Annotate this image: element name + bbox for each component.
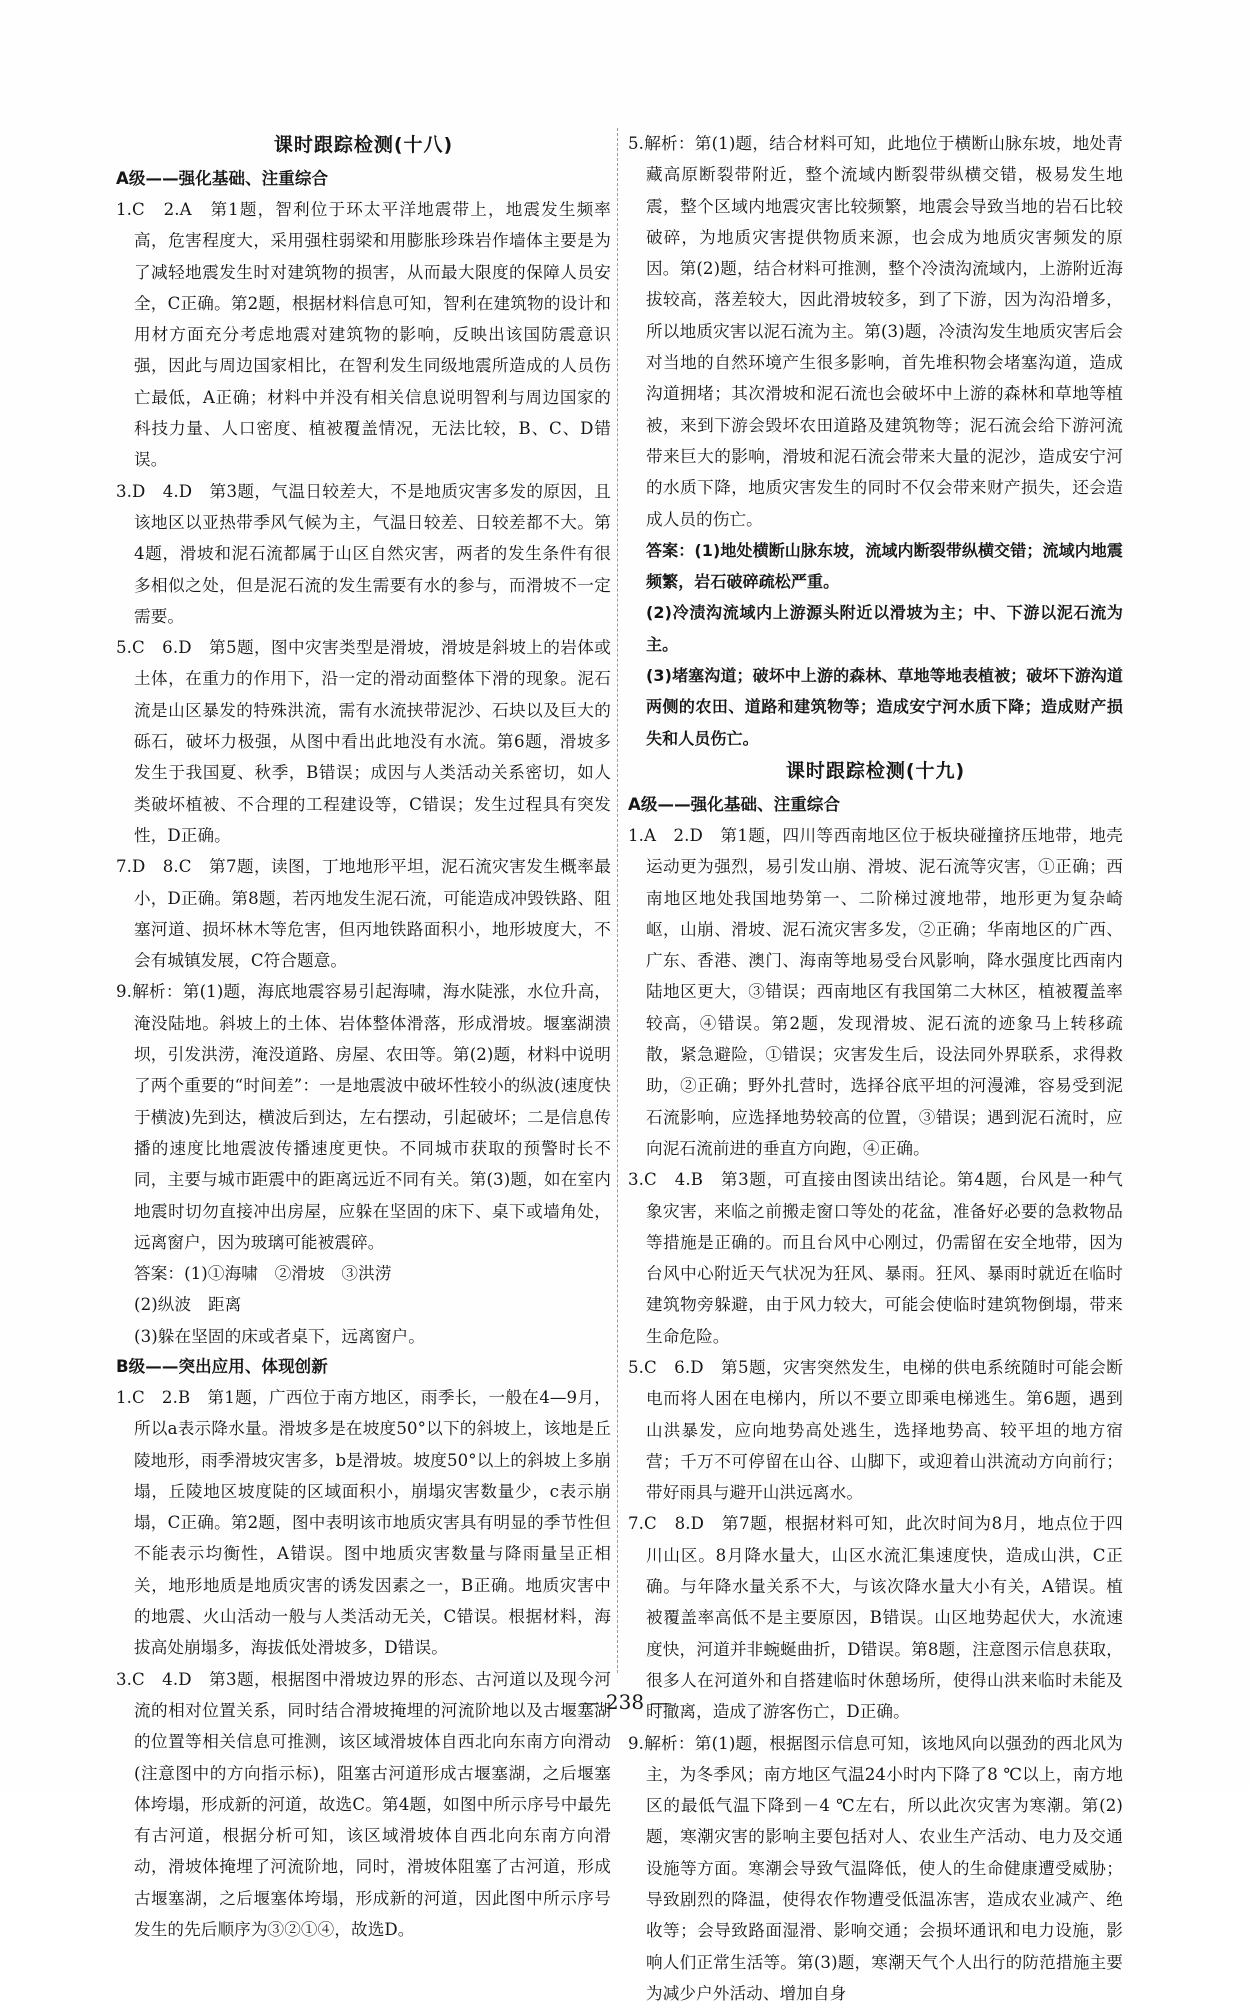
answer-b-item-1-2: 1.C 2.B 第1题，广西位于南方地区，雨季长，一般在4—9月，所以a表示降水量。滑坡多是在坡度50°以下的斜坡上，该地是丘陵地形，雨季滑坡灾害多，b是滑坡。坡度50°以上的斜坡上多崩塌，丘陵地区坡度陡的区域面积小，崩塌灾害数量少，c表示崩塌，C正确。第2题，图中表明该市地质灾害具有明显的季节性但不能表示均衡性，A错误。图中地质灾害数量与降雨量呈正相关，地形地质是地质灾害的诱发因素之一，B正确。地质灾害中的地震、火山活动一般与人类活动无关，C错误。根据材料，海拔高处崩塌多，海拔低处滑坡多，D错误。 [116, 1387, 611, 1658]
section-title-19: 课时跟踪检测(十九) [785, 759, 966, 782]
answer-item-5-analysis: 5.解析：第(1)题，结合材料可知，此地位于横断山脉东坡，地处青藏高原断裂带附近，整个流域内断裂带纵横交错，极易发生地震，整个区域内地震灾害比较频繁，地震会导致当地的岩石比较破碎，为地质灾害提供物质来源，也会成为地质灾害频发的原因。第(2)题，结合材料可推测，整个冷渍沟流域内，上游附近海拔较高，落差较大，因此滑坡较多，到了下游，因为沟沿增多，所以地质灾害以泥石流为主。第(3)题，冷渍沟发生地质灾害后会对当地的自然环境产生很多影响，首先堆积物会堵塞沟道，造成沟道拥堵；其次滑坡和泥石流也会破坏中上游的森林和草地等植被，来到下游会毁坏农田道路及建筑物等；泥石流会给下游河流带来巨大的影响，滑坡和泥石流会带来大量的泥沙，造成安宁河的水质下降，地质灾害发生的同时不仅会带来财产损失，还会造成人员的伤亡。 [628, 134, 1123, 529]
answer-b-item-3-4: 3.C 4.D 第3题，根据图中滑坡边界的形态、古河道以及现今河流的相对位置关系，同时结合滑坡掩埋的河流阶地以及古堰塞湖的位置等相关信息可推测，该区域滑坡体自西北向东南方向滑动(注意图中的方向指示标)，阻塞古河道形成古堰塞湖，之后堰塞体垮塌，形成新的河道，故选C。第4题，如图中所示序号中最先有古河道，根据分析可知，该区域滑坡体自西北向东南方向滑动，滑坡体掩埋了河流阶地，同时，滑坡体阻塞了古河道，形成古堰塞湖，之后堰塞体垮塌，形成新的河道，因此图中所示序号发生的先后顺序为③②①④，故选D。 [116, 1669, 611, 1940]
answer-item-3-4: 3.D 4.D 第3题，气温日较差大，不是地质灾害多发的原因，且该地区以亚热带季风气候为主，气温日较差、日较差都不大。第4题，滑坡和泥石流都属于山区自然灾害，两者的发生条件有很多相似之处，但是泥石流的发生需要有水的参与，而滑坡不一定需要。 [116, 481, 611, 626]
level-a-heading-19: A级——强化基础、注重综合 [628, 794, 841, 814]
column-divider [617, 128, 618, 1673]
level-b-heading: B级——突出应用、体现创新 [116, 1356, 328, 1376]
answer-19-item-1-2: 1.A 2.D 第1题，四川等西南地区位于板块碰撞挤压地带，地壳运动更为强烈，易引发山崩、滑坡、泥石流等灾害，①正确；西南地区地处我国地势第一、二阶梯过渡地带，地形更为复杂崎岖，山崩、滑坡、泥石流灾害多发，②正确；华南地区的广西、广东、香港、澳门、海南等地易受台风影响，降水强度比西南内陆地区更大，③错误；西南地区有我国第二大林区，植被覆盖率较高，④错误。第2题，发现滑坡、泥石流的迹象马上转移疏散，紧急避险，①错误；灾害发生后，设法同外界联系，求得救助，②正确；野外扎营时，选择谷底平坦的河漫滩，容易受到泥石流影响，应选择地势较高的位置，③错误；遇到泥石流时，应向泥石流前进的垂直方向跑，④正确。 [628, 825, 1123, 1158]
answer-item-5-6: 5.C 6.D 第5题，图中灾害类型是滑坡，滑坡是斜坡上的岩体或土体，在重力的作用下，沿一定的滑动面整体下滑的现象。泥石流是山区暴发的特殊洪流，需有水流挟带泥沙、石块以及巨大的砾石，破坏力极强，从图中看出此地没有水流。第6题，滑坡多发生于我国夏、秋季，B错误；成因与人类活动关系密切，如人类破坏植被、不合理的工程建设等，C错误；发生过程具有突发性，D正确。 [116, 638, 611, 845]
answer-item-1-2: 1.C 2.A 第1题，智利位于环太平洋地震带上，地震发生频率高，危害程度大，采用强柱弱梁和用膨胀珍珠岩作墙体主要是为了减轻地震发生时对建筑物的损害，从而最大限度的保障人员安全，C正确。第2题，根据材料信息可知，智利在建筑物的设计和用材方面充分考虑地震对建筑物的影响，反映出该国防震意识强，因此与周边国家相比，在智利发生同级地震所造成的人员伤亡最低，A正确；材料中并没有相关信息说明智利与周边国家的科技力量、人口密度、植被覆盖情况，无法比较，B、C、D错误。 [116, 200, 611, 470]
answer-item-9-analysis: 9.解析：第(1)题，海底地震容易引起海啸，海水陡涨，水位升高，淹没陆地。斜坡上的土体、岩体整体滑落，形成滑坡。堰塞湖溃坝，引发洪涝，淹没道路、房屋、农田等。第(2)题，材料中说明了两个重要的“时间差”：一是地震波中破坏性较小的纵波(速度快于横波)先到达，横波后到达，左右摆动，引起破坏；二是信息传播的速度比地震波传播速度更快。不同城市获取的预警时长不同，主要与城市距震中的距离远近不同有关。第(3)题，如在室内地震时切勿直接冲出房屋，应躲在坚固的床下、桌下或墙角处，远离窗户，因为玻璃可能被震碎。 [116, 982, 611, 1252]
answer-5-line-3: (3)堵塞沟道；破坏中上游的森林、草地等地表植被；破坏下游沟道两侧的农田、道路和建筑物等；造成安宁河水质下降；造成财产损失和人员伤亡。 [646, 666, 1123, 748]
answer-9-line-3: (3)躲在坚固的床或者桌下，远离窗户。 [134, 1326, 425, 1346]
page-number: — 238 — [579, 1690, 671, 1714]
answer-19-item-3-4: 3.C 4.B 第3题，可直接由图读出结论。第4题，台风是一种气象灾害，来临之前搬走窗口等处的花盆，准备好必要的急救物品等措施是正确的。而且台风中心刚过，仍需留在安全地带，因为台风中心附近天气状况为狂风、暴雨。狂风、暴雨时就近在临时建筑物旁躲避，由于风力较大，可能会使临时建筑物倒塌，带来生命危险。 [628, 1170, 1123, 1346]
section-title-18: 课时跟踪检测(十八) [273, 134, 454, 156]
answer-5-line-2: (2)冷渍沟流域内上游源头附近以滑坡为主；中、下游以泥石流为主。 [646, 603, 1123, 654]
answer-19-item-5-6: 5.C 6.D 第5题，灾害突然发生，电梯的供电系统随时可能会断电而将人困在电梯内，所以不要立即乘电梯逃生。第6题，遇到山洪暴发，应向地势高处逃生，选择地势高、较平坦的地方宿营；千万不可停留在山谷、山脚下，或迎着山洪流动方向前行；带好雨具与避开山洪远离水。 [628, 1357, 1123, 1503]
answer-9-line-1: 答案：(1)①海啸 ②滑坡 ③洪涝 [134, 1264, 392, 1284]
left-column [116, 128, 611, 1940]
answer-5-line-1: 答案：(1)地处横断山脉东坡，流域内断裂带纵横交错；流域内地震频繁，岩石破碎疏松严重。 [646, 540, 1123, 592]
answer-19-item-9-analysis: 9.解析：第(1)题，根据图示信息可知，该地风向以强劲的西北风为主，为冬季风；南方地区气温24小时内下降了8 ℃以上，南方地区的最低气温下降到－4 ℃左右，所以此次灾害为寒潮。第(2)题，寒潮灾害的影响主要包括对人、农业生产活动、电力及交通设施等方面。寒潮会导致气温降低，使人的生命健康遭受威胁；导致剧烈的降温，使得农作物遭受低温冻害，造成农业减产、绝收等；会导致路面湿滑、影响交通；会损坏通讯和电力设施，影响人们正常生活等。第(3)题，寒潮天气个人出行的防范措施主要为减少户外活动、增加自身 [628, 1733, 1123, 2003]
right-column [628, 128, 1123, 2003]
answer-item-7-8: 7.D 8.C 第7题，读图，丁地地形平坦，泥石流灾害发生概率最小，D正确。第8题，若丙地发生泥石流，可能造成冲毁铁路、阻塞河道、损坏林木等危害，但丙地铁路面积小，地形坡度大，不会有城镇发展，C符合题意。 [116, 857, 611, 971]
answer-9-line-2: (2)纵波 距离 [134, 1295, 242, 1315]
level-a-heading: A级——强化基础、注重综合 [116, 169, 329, 188]
answer-19-item-7-8: 7.C 8.D 第7题，根据材料可知，此次时间为8月，地点位于四川山区。8月降水量大，山区水流汇集速度快，造成山洪，C正确。与年降水量关系不大，与该次降水量大小有关，A错误。植被覆盖率高低不是主要原因，B错误。山区地势起伏大，水流速度快，河道并非蜿蜒曲折，D错误。第8题，注意图示信息获取，很多人在河道外和自搭建临时休憩场所，使得山洪来临时未能及时撤离，造成了游客伤亡，D正确。 [628, 1514, 1123, 1722]
